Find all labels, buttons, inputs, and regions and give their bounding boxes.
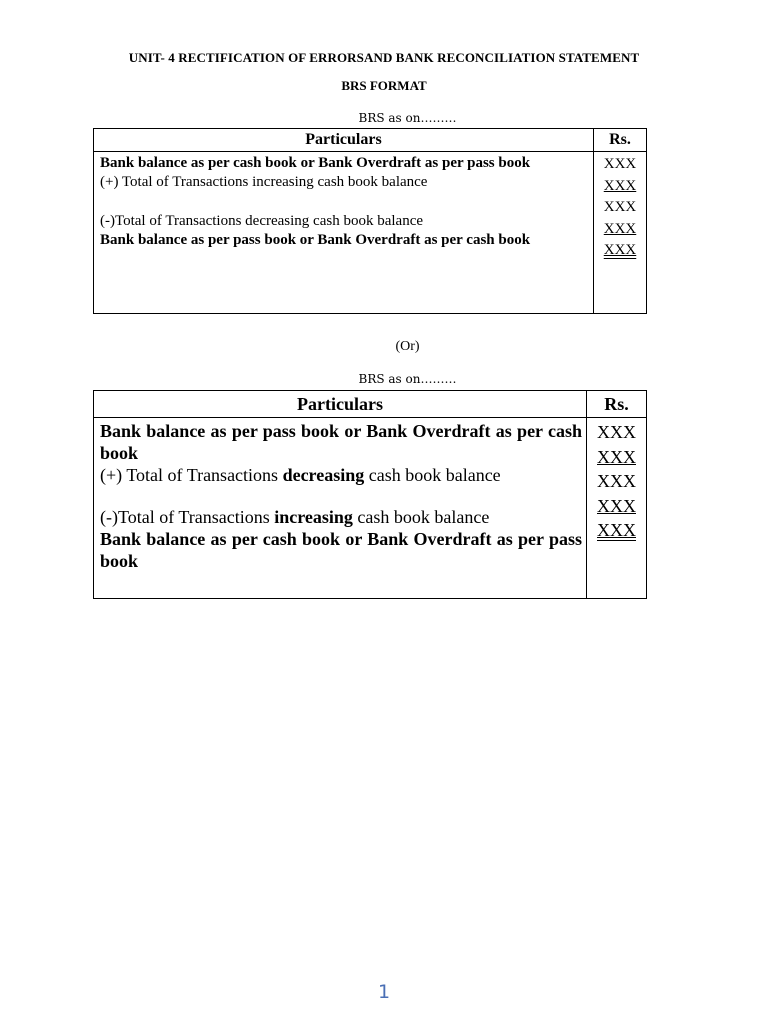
particulars-header: Particulars [94, 129, 594, 152]
opening-balance-line: Bank balance as per pass book or Bank Overdraft as per cash book [100, 421, 582, 463]
amount-1: XXX [603, 156, 637, 172]
amount-5: XXX [597, 520, 636, 540]
less-transactions-line: (-)Total of Transactions decreasing cash book balance [100, 213, 424, 229]
table-row [94, 418, 647, 599]
amount-1: XXX [597, 422, 636, 442]
unit-title: UNIT- 4 RECTIFICATION OF ERRORSAND BANK RECONCILIATION STATEMENT [128, 50, 640, 65]
amount-2: XXX [597, 446, 636, 467]
amount-2: XXX [603, 177, 637, 194]
brs-caption-2: BRS as on……… [358, 372, 457, 386]
rs-header: Rs. [594, 129, 647, 152]
amount-4: XXX [597, 495, 636, 516]
add-transactions-line: (+) Total of Transactions increasing cash book balance [100, 174, 428, 190]
brs-table-1 [93, 128, 647, 314]
add-prefix: (+) Total of Transactions [100, 465, 283, 485]
opening-balance-line: Bank balance as per cash book or Bank Overdraft as per pass book [100, 155, 531, 171]
particulars-cell [94, 152, 594, 314]
add-transactions-line [100, 464, 582, 486]
table-row [94, 152, 647, 314]
add-emphasis: decreasing [282, 465, 365, 485]
brs-caption-1: BRS as on……… [358, 111, 457, 125]
table-header-row [94, 129, 647, 152]
format-title: BRS FORMAT [341, 78, 427, 93]
amount-4: XXX [603, 220, 637, 237]
page-number: 1 [377, 981, 391, 1003]
brs-table-2 [93, 390, 647, 599]
or-separator: (Or) [395, 339, 420, 354]
less-suffix: cash book balance [352, 507, 490, 527]
rs-header: Rs. [587, 391, 647, 418]
closing-balance-line: Bank balance as per pass book or Bank Overdraft as per cash book [100, 232, 531, 248]
amount-5: XXX [603, 242, 637, 258]
particulars-cell [94, 418, 587, 599]
closing-balance-line: Bank balance as per cash book or Bank Overdraft as per pass book [100, 529, 582, 571]
table-header-row [94, 391, 647, 418]
less-prefix: (-)Total of Transactions [100, 507, 275, 527]
amount-3: XXX [597, 471, 636, 491]
amounts-cell [587, 418, 647, 599]
amount-3: XXX [603, 199, 637, 215]
less-emphasis: increasing [274, 507, 353, 527]
add-suffix: cash book balance [364, 465, 501, 485]
amounts-cell [594, 152, 647, 314]
less-transactions-line [100, 506, 582, 528]
particulars-header: Particulars [94, 391, 587, 418]
